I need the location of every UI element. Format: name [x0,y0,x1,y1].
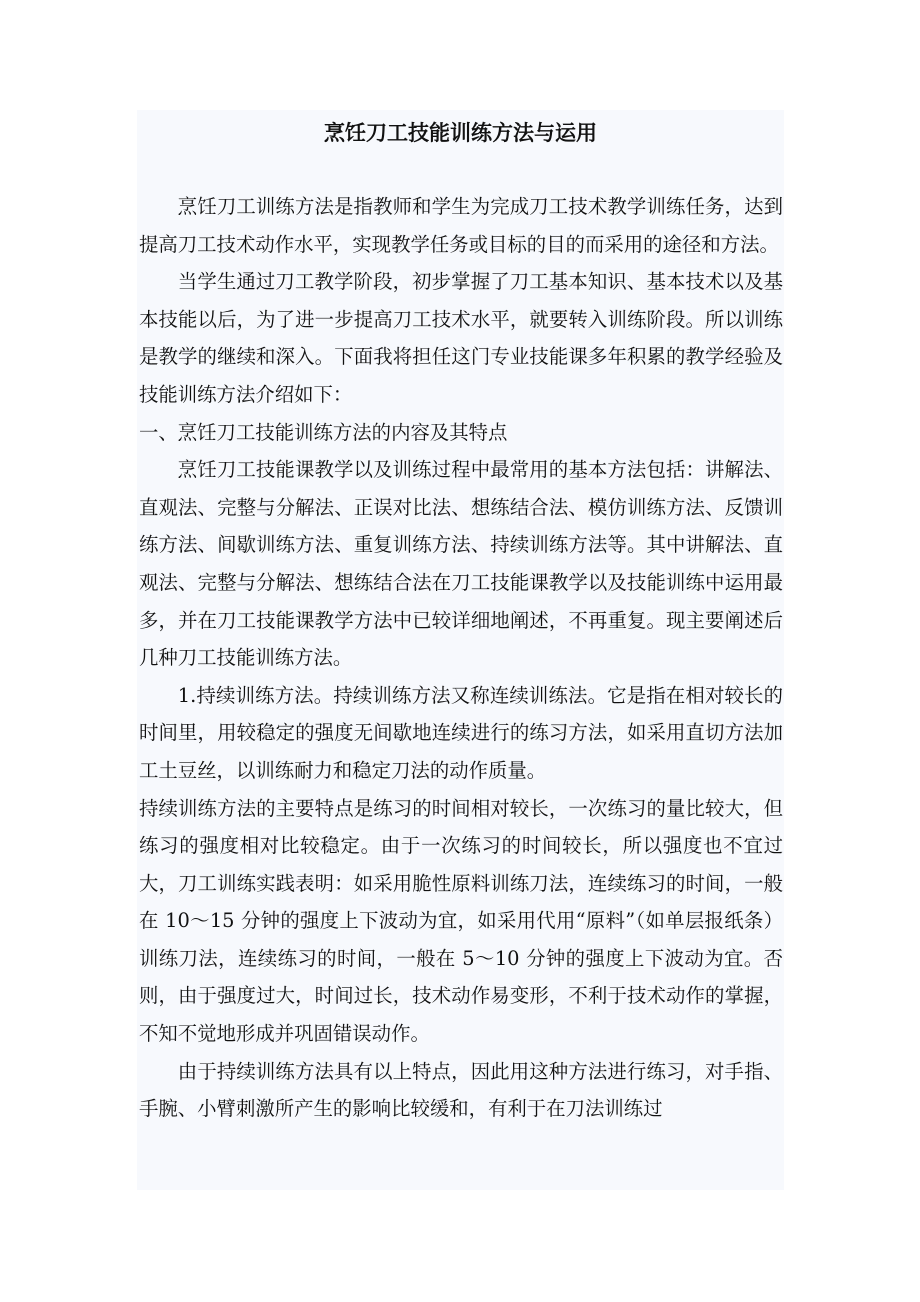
paragraph-continuous-method: 1.持续训练方法。持续训练方法又称连续训练法。它是指在相对较长的时间里，用较稳定的强度无间歇地连续进行的练习方法，如采用直切方法加工土豆丝，以训练耐力和稳定刀法的动作质量。 [139,683,783,782]
document-body [139,188,783,1128]
paragraph-training-stage: 当学生通过刀工教学阶段，初步掌握了刀工基本知识、基本技术以及基本技能以后，为了进一步提高刀工技术水平，就要转入训练阶段。所以训练是教学的继续和深入。下面我将担任这门专业技能课多年积累的教学经验及技能训练方法介绍如下： [139,270,783,406]
section-heading: 一、烹饪刀工技能训练方法的内容及其特点 [139,420,508,444]
paragraph-continuous-features: 持续训练方法的主要特点是练习的时间相对较长，一次练习的量比较大，但练习的强度相对比较稳定。由于一次练习的时间较长，所以强度也不宜过大，刀工训练实践表明：如采用脆性原料训练刀法，连续练习的时间，一般在 10～15 分钟的强度上下波动为宜，如采用代用“原料”（如单层报纸条）训练刀法，连续练习的时间，一般在 5～10 分钟的强度上下波动为宜。否则，由于强度过大，时间过长，技术动作易变形，不利于技术动作的掌握，不知不觉地形成并巩固错误动作。 [139,796,783,1046]
paragraph-basic-methods: 烹饪刀工技能课教学以及训练过程中最常用的基本方法包括：讲解法、直观法、完整与分解法、正误对比法、想练结合法、模仿训练方法、反馈训练方法、间歇训练方法、重复训练方法、持续训练方法等。其中讲解法、直观法、完整与分解法、想练结合法在刀工技能课教学以及技能训练中运用最多，并在刀工技能课教学方法中已较详细地阐述，不再重复。现主要阐述后几种刀工技能训练方法。 [139,458,783,670]
document-title: 烹饪刀工技能训练方法与运用 [324,120,597,145]
paragraph-intro: 烹饪刀工训练方法是指教师和学生为完成刀工技术教学训练任务，达到提高刀工技术动作水平，实现教学任务或目标的目的而采用的途径和方法。 [139,195,783,256]
paragraph-continuous-effects: 由于持续训练方法具有以上特点，因此用这种方法进行练习，对手指、手腕、小臂刺激所产生的影响比较缓和，有利于在刀法训练过 [139,1059,783,1121]
